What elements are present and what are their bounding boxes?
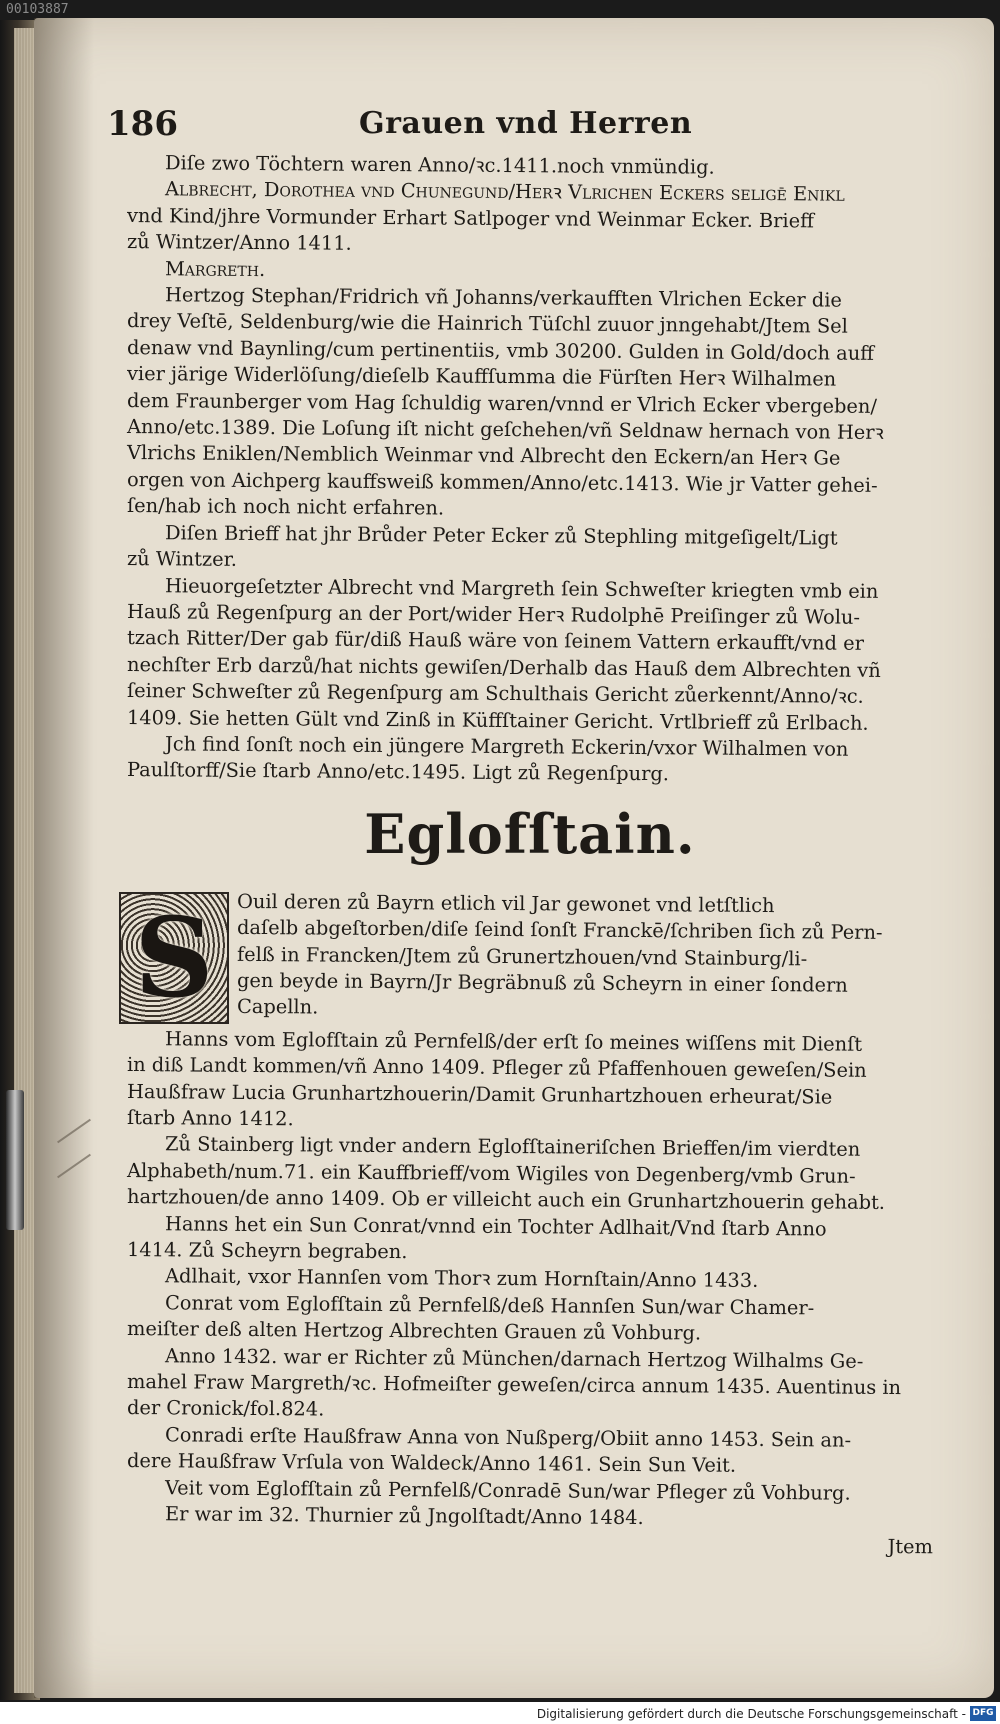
- text-line: dem Fraunberger vom Hag ſchuldig waren/vnnd er Vlrich Ecker vbergeben/: [126, 388, 877, 418]
- running-title: Grauen vnd Herren: [359, 106, 693, 141]
- text-line: Hertzog Stephan/Fridrich vñ Johanns/verkaufften Vlrichen Ecker die: [164, 283, 843, 312]
- text-line: der Cronick/fol.824.: [126, 1396, 325, 1422]
- text-line: vier järige Widerlöſung/dieſelb Kauffſumma die Fürſten Herꝛ Wilhalmen: [126, 362, 837, 391]
- text-line: gen beyde in Bayrn/Jr Begräbnuß zů Scheyrn in einer ſondern: [236, 968, 848, 997]
- text-block-top: [127, 150, 933, 784]
- text-line: Hieuorgeſetzter Albrecht vnd Margreth ſein Schweſter kriegten vmb ein: [164, 573, 879, 603]
- text-line: Hanns vom Eglofſtain zů Pernfelß/der erſt ſo meines wiſſens mit Dienſt: [164, 1027, 863, 1056]
- text-line: Anno/etc.1389. Die Loſung iſt nicht geſchehen/vñ Seldnaw hernach von Herꝛ: [126, 415, 884, 445]
- text-line: Veit vom Eglofſtain zů Pernfelß/Conradē Sun/war Pfleger zů Vohburg.: [164, 1475, 851, 1505]
- catchword: Jtem: [887, 1534, 934, 1558]
- text-line: orgen von Aichperg kauffsweiß kommen/Anno/etc.1413. Wie jr Vatter gehei-: [126, 467, 878, 497]
- text-line: Diſen Brieff hat jhr Brůder Peter Ecker zů Stephling mitgeſigelt/Ligt: [164, 520, 838, 550]
- footer-credit: Digitalisierung gefördert durch die Deutsche Forschungsgemeinschaft -: [536, 1707, 966, 1721]
- text-line: 1409. Sie hetten Gült vnd Zinß in Küffſtainer Gericht. Vrtlbrieff zů Erlbach.: [126, 705, 869, 735]
- text-line: Conradi erſte Haußfraw Anna von Nußperg/Obiit anno 1453. Sein an-: [164, 1423, 852, 1452]
- text-line: Jch find ſonſt noch ein jüngere Margreth Eckerin/vxor Wilhalmen von: [164, 732, 849, 761]
- scan-code: 00103887: [6, 2, 69, 17]
- page-header: [107, 104, 933, 150]
- text-line: Diſe zwo Töchtern waren Anno/ꝛc.1411.noch vnmündig.: [164, 151, 715, 179]
- text-line: ſtarb Anno 1412.: [126, 1106, 294, 1131]
- initial-paragraph: [127, 888, 933, 1020]
- text-line: nechſter Erb darzů/hat nichts gewiſen/Derhalb das Hauß dem Albrechten vñ: [126, 652, 881, 682]
- text-line: Conrat vom Eglofſtain zů Pernfelß/deß Hannſen Sun/war Chamer-: [164, 1291, 815, 1320]
- text-line: Hanns het ein Sun Conrat/vnnd ein Tochter Adlhait/Vnd ſtarb Anno: [164, 1211, 827, 1241]
- text-line: Alphabeth/num.71. ein Kauffbrieff/vom Wigiles von Degenberg/vmb Grun-: [126, 1158, 856, 1188]
- text-line: Paulſtorff/Sie ſtarb Anno/etc.1495. Ligt zů Regenſpurg.: [126, 758, 670, 786]
- dfg-logo: DFG: [970, 1706, 996, 1721]
- section-title: Eglofſtain.: [364, 801, 696, 866]
- text-line: ſeiner Schweſter zů Regenſpurg am Schulthais Gericht zůerkennt/Anno/ꝛc.: [126, 679, 864, 708]
- text-line: daſelb abgeſtorben/diſe ſeind ſonſt Franckē/ſchriben ſich zů Pern-: [236, 916, 883, 945]
- text-line: zů Wintzer.: [126, 547, 238, 571]
- page-clip: [6, 1090, 24, 1230]
- text-line: mahel Fraw Margreth/ꝛc. Hofmeiſter geweſen/circa annum 1435. Auentinus in: [126, 1370, 902, 1400]
- text-line: dere Haußfraw Vrſula von Waldeck/Anno 1461. Sein Sun Veit.: [126, 1449, 737, 1478]
- text-line: meiſter deß alten Hertzog Albrechten Grauen zů Vohburg.: [126, 1317, 702, 1345]
- text-line: Vlrichs Eniklen/Nemblich Weinmar vnd Albrecht den Eckern/an Herꝛ Ge: [126, 441, 841, 471]
- text-line: Zů Stainberg ligt vnder andern Eglofſtaineriſchen Brieffen/im vierdten: [164, 1132, 861, 1162]
- text-line: Ouil deren zů Bayrn etlich vil Jar gewonet vnd letſtlich: [236, 889, 775, 917]
- gutter-shadow: [34, 18, 94, 1698]
- text-line: in diß Landt kommen/vñ Anno 1409. Pfleger zů Pfaffenhouen geweſen/Sein: [126, 1053, 867, 1082]
- text-line: Er war im 32. Thurnier zů Jngolſtadt/Anno 1484.: [164, 1502, 644, 1530]
- initial-letter: S: [134, 892, 214, 1022]
- text-line: Margreth.: [164, 256, 266, 281]
- text-block-initial: [127, 888, 933, 1020]
- text-line: Capelln.: [236, 995, 319, 1019]
- text-line: Haußfraw Lucia Grunhartzhouerin/Damit Grunhartzhouen erheurat/Sie: [126, 1079, 833, 1109]
- text-line: 1414. Zů Scheyrn begraben.: [126, 1238, 408, 1264]
- text-line: zů Wintzer/Anno 1411.: [126, 230, 352, 255]
- text-line: Hauß zů Regenſpurg an der Port/wider Herꝛ Rudolphē Preiſinger zů Wolu-: [126, 599, 861, 629]
- page-number: 186: [107, 104, 178, 144]
- text-line: tzach Ritter/Der gab für/diß Hauß wäre von ſeinem Vattern erkaufft/vnd er: [126, 626, 864, 656]
- text-line: Adlhait, vxor Hannſen vom Thorꝛ zum Hornſtain/Anno 1433.: [164, 1264, 759, 1293]
- text-line: hartzhouen/de anno 1409. Ob er villeicht auch ein Grunhartzhouerin gehabt.: [126, 1185, 886, 1215]
- text-line: ſen/hab ich noch nicht erfahren.: [126, 494, 445, 520]
- page-text: [107, 104, 934, 1558]
- text-block-bottom: [127, 1026, 933, 1528]
- text-line: drey Veſtē, Seldenburg/wie die Hainrich Tüſchl zuuor jnngehabt/Jtem Sel: [126, 309, 848, 339]
- text-line: felß in Francken/Jtem zů Grunertzhouen/vnd Stainburg/li-: [236, 942, 808, 970]
- text-line: vnd Kind/jhre Vormunder Erhart Satlpoger vnd Weinmar Ecker. Brieff: [126, 203, 815, 233]
- text-line: Anno 1432. war er Richter zů München/darnach Hertzog Wilhalms Ge-: [164, 1343, 864, 1373]
- footer-bar: [0, 1702, 1000, 1724]
- text-line: denaw vnd Baynling/cum pertinentiis, vmb 30200. Gulden in Gold/doch auff: [126, 335, 875, 365]
- text-line: Albrecht, Dorothea vnd Chunegund/Herꝛ Vlrichen Eckers ſeligē Enikl: [164, 177, 845, 207]
